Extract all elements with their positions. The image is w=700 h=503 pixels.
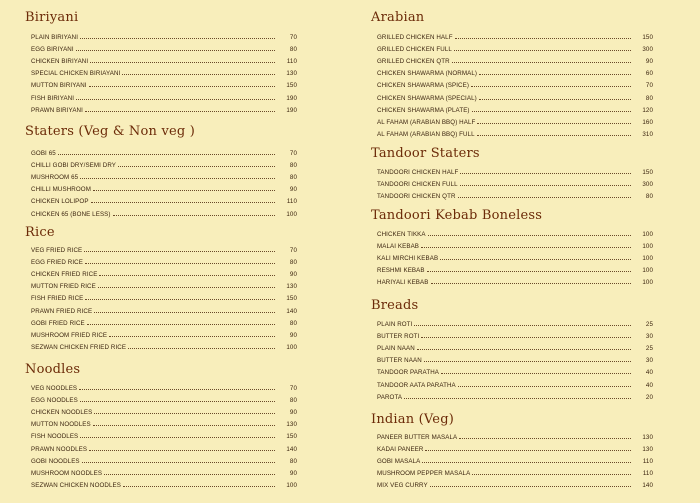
section-title: Staters (Veg & Non veg ) <box>25 124 196 139</box>
menu-item-price: 70 <box>289 385 297 392</box>
menu-item-price: 30 <box>645 357 653 365</box>
dotted-leader <box>128 347 275 349</box>
dotted-leader <box>93 189 275 191</box>
menu-item-name: PLAIN BIRIYANI <box>31 34 79 41</box>
menu-item-name: GRILLED CHICKEN QTR <box>377 58 450 66</box>
dotted-leader <box>424 360 631 362</box>
menu-item <box>31 416 297 428</box>
menu-item-price: 70 <box>289 247 297 254</box>
menu-item-name: FISH BIRIYANI <box>31 94 75 102</box>
dotted-leader <box>99 274 275 276</box>
menu-item <box>377 238 653 250</box>
dotted-leader <box>431 282 632 284</box>
dotted-leader <box>421 246 631 248</box>
dotted-leader <box>455 37 631 39</box>
menu-item-price: 130 <box>642 434 653 441</box>
menu-item <box>377 477 653 489</box>
menu-item <box>377 328 653 340</box>
dotted-leader <box>87 323 275 325</box>
dotted-leader <box>80 400 275 402</box>
menu-item <box>31 428 297 440</box>
menu-item <box>31 157 297 169</box>
menu-item <box>377 465 653 477</box>
dotted-leader <box>479 73 631 75</box>
dotted-leader <box>440 258 631 260</box>
dotted-leader <box>80 177 275 179</box>
menu-item-price: 70 <box>645 82 653 90</box>
dotted-leader <box>427 270 631 272</box>
menu-item <box>377 389 653 401</box>
menu-item-name: EGG FRIED RICE <box>31 259 83 267</box>
dotted-leader <box>428 234 631 236</box>
menu-item-price: 130 <box>286 70 297 78</box>
menu-item-name: MUSHROOM FRIED RICE <box>31 331 108 339</box>
menu-item-price: 80 <box>645 94 653 102</box>
menu-item-price: 100 <box>286 210 297 218</box>
menu-item <box>377 316 653 328</box>
menu-item <box>377 77 653 89</box>
menu-item-name: PLAIN NAAN <box>377 345 415 353</box>
menu-item <box>377 53 653 65</box>
menu-item-name: FISH NOODLES <box>31 433 79 441</box>
menu-item <box>31 90 297 102</box>
menu-item-name: RESHMI KEBAB <box>377 267 425 275</box>
menu-item <box>377 114 653 126</box>
menu-item-name: CHILLI MUSHROOM <box>31 186 91 194</box>
menu-item-price: 80 <box>289 397 297 405</box>
menu-item-price: 40 <box>645 369 653 377</box>
dotted-leader <box>460 184 631 186</box>
menu-item-name: CHILLI GOBI DRY/SEMI DRY <box>31 162 117 170</box>
menu-item-name: MIX VEG CURRY <box>377 482 428 490</box>
menu-item-name: CHICKEN SHAWARMA (SPECIAL) <box>377 94 477 102</box>
menu-item-price: 120 <box>642 106 653 114</box>
dotted-leader <box>113 214 275 216</box>
menu-item-price: 310 <box>642 130 653 138</box>
menu-item-name: TANDOOR AATA PARATHA <box>377 381 456 389</box>
menu-item-name: MUSHROOM PEPPER MASALA <box>377 470 471 478</box>
menu-item-name: SPECIAL CHICKEN BIRIAYANI <box>31 70 121 78</box>
menu-item-price: 25 <box>645 345 653 353</box>
menu-item-name: CHICKEN TIKKA <box>377 231 426 238</box>
menu-item-price: 100 <box>642 267 653 275</box>
menu-item <box>31 327 297 339</box>
menu-item-name: KADAI PANEER <box>377 446 424 454</box>
menu-item-price: 190 <box>286 106 297 114</box>
menu-item <box>31 441 297 453</box>
menu-item-name: CHICKEN 65 (BONE LESS) <box>31 210 111 218</box>
menu-item-name: TANDOORI CHICKEN FULL <box>377 181 458 189</box>
menu-item-price: 90 <box>289 331 297 339</box>
dotted-leader <box>404 397 631 399</box>
dotted-leader <box>471 85 631 87</box>
menu-item-price: 80 <box>289 319 297 327</box>
menu-item <box>31 380 297 392</box>
menu-item-price: 80 <box>289 162 297 170</box>
menu-item-name: MUTTON FRIED RICE <box>31 283 96 291</box>
section-title: Tandoori Kebab Boneless <box>371 208 543 223</box>
menu-item-price: 100 <box>642 243 653 251</box>
menu-item-name: CHICKEN SHAWARMA (SPICE) <box>377 82 470 90</box>
menu-item-price: 80 <box>289 259 297 267</box>
dotted-leader <box>425 449 631 451</box>
menu-item <box>377 377 653 389</box>
menu-item <box>377 90 653 102</box>
menu-item-price: 20 <box>645 393 653 401</box>
dotted-leader <box>458 385 631 387</box>
dotted-leader <box>91 201 275 203</box>
menu-item <box>377 274 653 286</box>
menu-item <box>377 429 653 441</box>
menu-item <box>31 65 297 77</box>
menu-item-price: 110 <box>642 470 653 478</box>
menu-item <box>31 278 297 290</box>
menu-item-price: 110 <box>286 198 297 206</box>
menu-item-price: 80 <box>289 46 297 54</box>
menu-item <box>377 340 653 352</box>
menu-item <box>377 262 653 274</box>
menu-item-name: MUTTON BIRIYANI <box>31 82 87 90</box>
menu-item-price: 110 <box>642 458 653 466</box>
dotted-leader <box>452 61 631 63</box>
section-title: Indian (Veg) <box>371 412 454 427</box>
menu-item-name: SEZWAN CHICKEN NOODLES <box>31 481 121 489</box>
menu-item <box>377 65 653 77</box>
dotted-leader <box>472 110 631 112</box>
menu-item-name: CHICKEN FRIED RICE <box>31 271 98 279</box>
dotted-leader <box>422 461 631 463</box>
menu-item-name: GOBI NOODLES <box>31 457 80 465</box>
dotted-leader <box>118 165 275 167</box>
menu-item-price: 130 <box>286 283 297 291</box>
menu-item-price: 130 <box>642 446 653 454</box>
menu-item-name: PAROTA <box>377 393 403 401</box>
menu-item <box>31 254 297 266</box>
menu-item-name: TANDOOR PARATHA <box>377 369 440 377</box>
menu-item-price: 130 <box>286 421 297 429</box>
menu-item <box>377 102 653 114</box>
dotted-leader <box>79 388 275 390</box>
menu-item-name: GOBI FRIED RICE <box>31 319 85 327</box>
menu-item-price: 150 <box>286 82 297 90</box>
menu-item-price: 140 <box>286 307 297 315</box>
menu-item-price: 110 <box>286 58 297 66</box>
dotted-leader <box>458 196 631 198</box>
menu-item <box>377 126 653 138</box>
menu-item-price: 140 <box>286 445 297 453</box>
menu-item-price: 90 <box>289 186 297 194</box>
menu-item-name: CHICKEN SHAWARMA (NORMAL) <box>377 70 478 78</box>
menu-item <box>377 29 653 41</box>
menu-item-price: 300 <box>642 46 653 54</box>
menu-item <box>377 41 653 53</box>
dotted-leader <box>109 335 275 337</box>
menu-item-price: 90 <box>289 409 297 417</box>
dotted-leader <box>89 85 275 87</box>
dotted-leader <box>89 449 275 451</box>
dotted-leader <box>94 412 275 414</box>
dotted-leader <box>98 286 275 288</box>
dotted-leader <box>472 473 631 475</box>
dotted-leader <box>90 61 275 63</box>
dotted-leader <box>421 336 631 338</box>
menu-item-price: 150 <box>642 34 653 41</box>
menu-item-price: 100 <box>642 279 653 287</box>
dotted-leader <box>454 49 631 51</box>
dotted-leader <box>459 437 631 439</box>
dotted-leader <box>85 298 275 300</box>
menu-item <box>31 41 297 53</box>
menu-item-name: CHICKEN BIRIYANI <box>31 58 89 66</box>
menu-item <box>377 352 653 364</box>
section-title: Arabian <box>371 10 425 25</box>
menu-item <box>377 250 653 262</box>
menu-item-price: 150 <box>642 169 653 176</box>
menu-item-price: 70 <box>289 34 297 41</box>
menu-item-price: 140 <box>642 482 653 490</box>
menu-item <box>377 453 653 465</box>
dotted-leader <box>85 110 275 112</box>
menu-item-name: GRILLED CHICKEN HALF <box>377 34 453 41</box>
menu-item <box>377 364 653 376</box>
menu-item-price: 80 <box>289 457 297 465</box>
menu-item <box>31 315 297 327</box>
menu-item <box>31 242 297 254</box>
menu-item-price: 25 <box>645 321 653 328</box>
dotted-leader <box>477 122 631 124</box>
dotted-leader <box>430 485 631 487</box>
menu-item-price: 80 <box>645 193 653 201</box>
dotted-leader <box>80 436 275 438</box>
menu-item <box>31 53 297 65</box>
dotted-leader <box>85 262 275 264</box>
menu-item <box>377 188 653 200</box>
menu-item-price: 60 <box>645 70 653 78</box>
menu-item-name: AL FAHAM (ARABIAN BBQ) FULL <box>377 130 475 138</box>
menu-item-name: CHICKEN SHAWARMA (PLATE) <box>377 106 470 114</box>
dotted-leader <box>76 98 275 100</box>
menu-item-price: 90 <box>289 469 297 477</box>
menu-item <box>31 477 297 489</box>
menu-item-name: MUTTON NOODLES <box>31 421 91 429</box>
menu-item <box>31 404 297 416</box>
menu-item-name: PANEER BUTTER MASALA <box>377 434 458 441</box>
dotted-leader <box>76 49 275 51</box>
section-title: Tandoor Staters <box>371 146 480 161</box>
menu-item-price: 90 <box>289 271 297 279</box>
menu-item <box>31 303 297 315</box>
menu-item-name: PRAWN NOODLES <box>31 445 88 453</box>
dotted-leader <box>80 37 275 39</box>
menu-item <box>377 176 653 188</box>
menu-item <box>31 339 297 351</box>
menu-item-name: BUTTER NAAN <box>377 357 422 365</box>
menu-item <box>31 169 297 181</box>
menu-item-price: 150 <box>286 433 297 441</box>
menu-item <box>31 102 297 114</box>
menu-item-price: 100 <box>286 481 297 489</box>
menu-item-name: PLAIN ROTI <box>377 321 413 328</box>
dotted-leader <box>104 473 275 475</box>
menu-item-name: PRAWN FRIED RICE <box>31 307 93 315</box>
menu-item <box>377 164 653 176</box>
menu-item-price: 90 <box>645 58 653 66</box>
menu-item-name: MALAI KEBAB <box>377 243 420 251</box>
menu-item-name: SEZWAN CHICKEN FRIED RICE <box>31 343 127 351</box>
menu-item-name: TANDOORI CHICKEN HALF <box>377 169 459 176</box>
menu-item-price: 30 <box>645 333 653 341</box>
section-title: Biriyani <box>25 10 79 25</box>
menu-item <box>31 206 297 218</box>
menu-item-name: GOBI MASALA <box>377 458 421 466</box>
menu-item-name: KALI MIRCHI KEBAB <box>377 255 439 263</box>
dotted-leader <box>477 134 631 136</box>
menu-item-name: MUSHROOM NOODLES <box>31 469 103 477</box>
menu-item <box>31 181 297 193</box>
dotted-leader <box>414 324 631 326</box>
dotted-leader <box>58 153 275 155</box>
menu-item-name: GOBI 65 <box>31 150 56 157</box>
dotted-leader <box>123 485 275 487</box>
menu-item-name: GRILLED CHICKEN FULL <box>377 46 452 54</box>
menu-item-price: 100 <box>642 231 653 238</box>
menu-item <box>31 392 297 404</box>
menu-item-name: BUTTER ROTI <box>377 333 420 341</box>
dotted-leader <box>417 348 631 350</box>
menu-item-name: CHICKEN LOLIPOP <box>31 198 89 206</box>
dotted-leader <box>460 172 631 174</box>
menu-item <box>31 29 297 41</box>
menu-item <box>31 77 297 89</box>
dotted-leader <box>82 461 275 463</box>
menu-item-price: 70 <box>289 150 297 157</box>
menu-item <box>377 226 653 238</box>
menu-item-name: AL FAHAM (ARABIAN BBQ) HALF <box>377 118 476 126</box>
menu-item-price: 300 <box>642 181 653 189</box>
menu-item-price: 100 <box>286 343 297 351</box>
menu-item-name: TANDOORI CHICKEN QTR <box>377 193 456 201</box>
dotted-leader <box>122 73 275 75</box>
dotted-leader <box>479 98 631 100</box>
menu-item-name: FISH FRIED RICE <box>31 295 84 303</box>
menu-item-name: MUSHROOM 65 <box>31 174 79 182</box>
menu-item-price: 100 <box>642 255 653 263</box>
menu-item-price: 190 <box>286 94 297 102</box>
menu-item <box>31 145 297 157</box>
menu-item <box>31 266 297 278</box>
dotted-leader <box>441 372 631 374</box>
menu-item-name: HARIYALI KEBAB <box>377 279 429 287</box>
menu-item <box>31 453 297 465</box>
menu-item <box>31 290 297 302</box>
menu-item <box>377 441 653 453</box>
menu-item <box>31 465 297 477</box>
menu-item <box>31 193 297 205</box>
menu-item-name: EGG NOODLES <box>31 397 78 405</box>
menu-item-price: 40 <box>645 381 653 389</box>
menu-item-name: PRAWN BIRIYANI <box>31 106 83 114</box>
menu-item-price: 160 <box>642 118 653 126</box>
menu-item-name: EGG BIRIYANI <box>31 46 74 54</box>
menu-item-name: VEG NOODLES <box>31 385 78 392</box>
dotted-leader <box>84 250 275 252</box>
dotted-leader <box>93 424 275 426</box>
section-title: Noodles <box>25 362 81 377</box>
menu-item-price: 150 <box>286 295 297 303</box>
section-title: Breads <box>371 298 419 313</box>
menu-item-name: VEG FRIED RICE <box>31 247 83 254</box>
menu-item-name: CHICKEN NOODLES <box>31 409 93 417</box>
section-title: Rice <box>25 225 55 240</box>
dotted-leader <box>94 311 275 313</box>
menu-item-price: 80 <box>289 174 297 182</box>
